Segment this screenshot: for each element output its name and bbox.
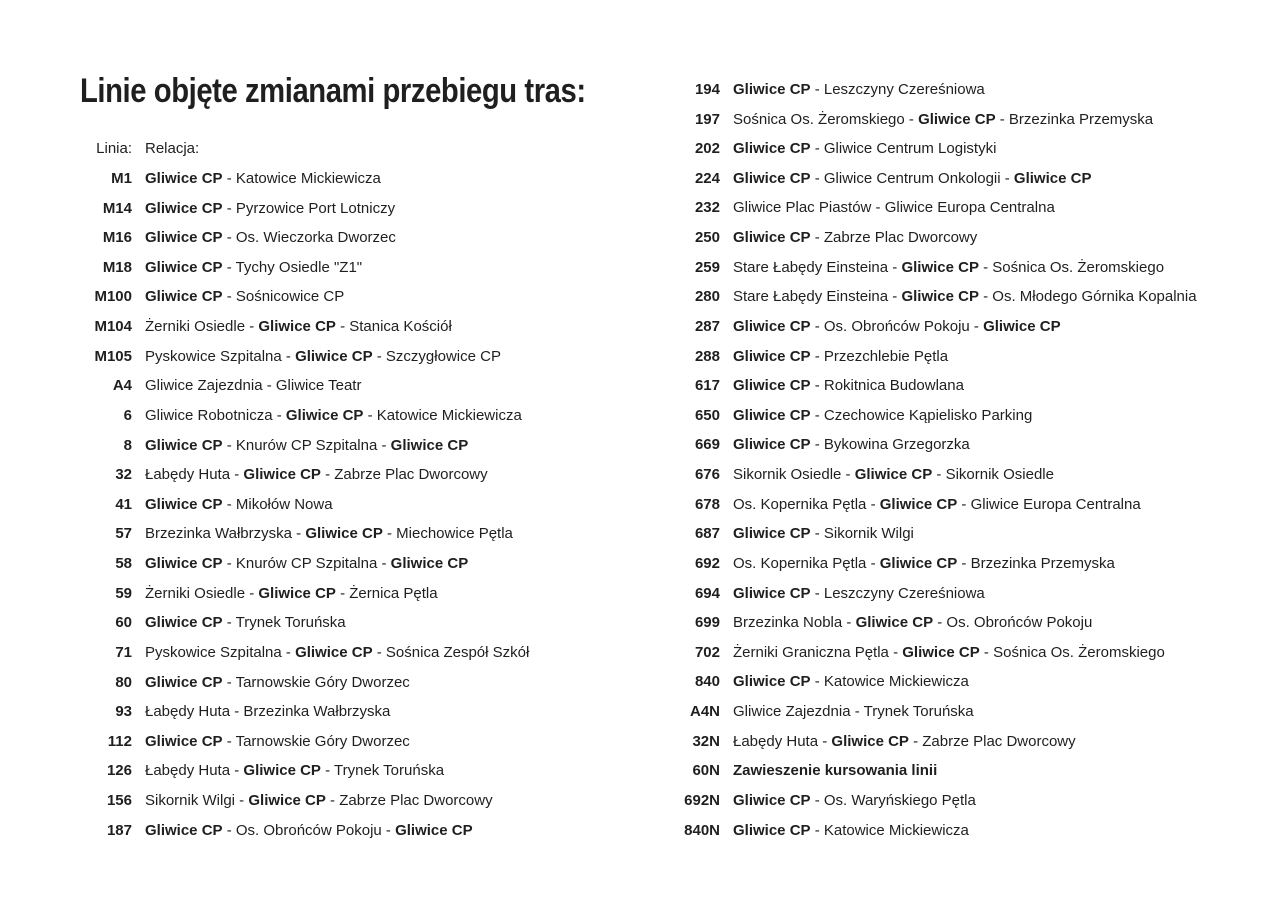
relation-stop-bold: Gliwice CP (733, 140, 811, 158)
relation-text: Gliwice Plac Piastów - Gliwice Europa Centralna (733, 199, 1055, 217)
line-number: M104 (94, 318, 132, 336)
relation-text: - Katowice Mickiewicza (810, 821, 969, 839)
page-title: Linie objęte zmianami przebiegu tras: (80, 72, 586, 110)
line-number: 6 (123, 406, 132, 424)
relation-text: - Brzezinka Przemyska (957, 554, 1115, 572)
relation-text: - Zabrze Plac Dworcowy (325, 792, 493, 810)
line-relation (145, 404, 522, 428)
line-number: M16 (102, 229, 132, 247)
relation-text: - Zabrze Plac Dworcowy (810, 229, 978, 247)
line-relation (733, 670, 969, 694)
relation-stop-bold: Gliwice CP (145, 436, 223, 454)
relation-text: Stare Łabędy Einsteina - (733, 258, 902, 276)
line-relation (145, 226, 396, 250)
relation-text: Żerniki Osiedle - (145, 584, 259, 602)
line-number: M14 (102, 199, 132, 217)
relation-text: - Bykowina Grzegorzka (810, 436, 970, 454)
relation-stop-bold: Gliwice CP (901, 288, 979, 306)
relation-text: - Tychy Osiedle "Z1" (222, 258, 363, 276)
line-relation (145, 552, 468, 576)
line-number: 60N (692, 762, 720, 780)
relation-stop-bold: Gliwice CP (983, 317, 1061, 335)
line-relation (733, 167, 1091, 191)
line-number: 156 (106, 792, 132, 810)
relation-text: - Przezchlebie Pętla (810, 347, 949, 365)
line-relation (733, 315, 1061, 339)
relation-text: - Katowice Mickiewicza (810, 673, 969, 691)
relation-stop-bold: Gliwice CP (145, 495, 223, 513)
line-relation (145, 611, 346, 635)
relation-stop-bold: Gliwice CP (902, 643, 980, 661)
relation-text: - Mikołów Nowa (222, 495, 333, 513)
relation-text: - Pyrzowice Port Lotniczy (222, 199, 396, 217)
relation-text: Żerniki Graniczna Pętla - (733, 643, 903, 661)
relation-stop-bold: Gliwice CP (295, 347, 373, 365)
relation-stop-bold: Gliwice CP (855, 614, 934, 632)
line-relation (733, 641, 1165, 665)
relation-stop-bold: Gliwice CP (733, 377, 811, 395)
line-number: 687 (694, 525, 720, 543)
relation-stop-bold: Gliwice CP (145, 229, 223, 247)
relation-stop-bold: Gliwice CP (1013, 169, 1092, 187)
relation-text: - Szczygłowice CP (372, 347, 501, 365)
relation-stop-bold: Gliwice CP (733, 169, 811, 187)
relation-stop-bold: Gliwice CP (395, 821, 473, 839)
relation-text: - Sikornik Osiedle (932, 466, 1054, 484)
line-relation (733, 345, 948, 369)
line-relation (733, 493, 1141, 517)
relation-text: - Os. Młodego Górnika Kopalnia (978, 288, 1197, 306)
relation-text: Gliwice Zajezdnia - Gliwice Teatr (145, 377, 362, 395)
relation-text: Gliwice Robotnicza - (145, 406, 286, 424)
line-number: A4N (689, 703, 720, 721)
line-relation (145, 256, 362, 280)
line-relation (733, 789, 976, 813)
relation-text: - Os. Obrońców Pokoju (933, 614, 1093, 632)
relation-text: Łabędy Huta - (733, 732, 832, 750)
relation-text: - Os. Obrońców Pokoju - (222, 821, 396, 839)
line-number: 678 (694, 495, 720, 513)
line-relation (145, 167, 381, 191)
line-number: 60 (115, 614, 132, 632)
relation-text: Łabędy Huta - (145, 466, 244, 484)
relation-stop-bold: Gliwice CP (733, 821, 811, 839)
line-number: 287 (694, 317, 720, 335)
relation-text: - Katowice Mickiewicza (363, 406, 522, 424)
line-relation (145, 641, 529, 665)
line-relation (733, 108, 1153, 132)
relation-text: Sikornik Wilgi - (145, 792, 249, 810)
line-number: A4 (112, 377, 132, 395)
line-relation (145, 671, 410, 695)
line-relation (145, 819, 473, 843)
relation-stop-bold: Gliwice CP (145, 170, 223, 187)
line-relation (145, 285, 344, 309)
line-number: 676 (694, 466, 720, 484)
relation-text: Sikornik Osiedle - (733, 466, 855, 484)
line-relation (733, 730, 1076, 754)
relation-stop-bold: Gliwice CP (145, 732, 223, 750)
line-number: 694 (694, 584, 720, 602)
line-relation (145, 700, 390, 724)
line-number: 71 (115, 643, 132, 661)
line-number: 288 (694, 347, 720, 365)
relation-text: - Trynek Toruńska (222, 614, 346, 632)
relation-text: - Stanica Kościół (335, 318, 452, 336)
line-relation (145, 434, 468, 458)
line-relation (145, 374, 361, 398)
relation-text: - Katowice Mickiewicza (222, 170, 381, 187)
line-relation (145, 582, 438, 606)
line-relation (145, 345, 501, 369)
line-relation (145, 493, 333, 517)
relation-text: Gliwice Zajezdnia - Trynek Toruńska (733, 703, 974, 721)
line-number: 197 (694, 110, 720, 128)
line-number: 840N (684, 821, 720, 839)
line-number: M105 (94, 347, 132, 365)
line-number: 93 (115, 703, 132, 721)
line-relation (733, 374, 964, 398)
relation-stop-bold: Gliwice CP (243, 762, 321, 780)
line-number: 280 (694, 288, 720, 306)
line-column-header: Linia: (96, 140, 132, 157)
relation-stop-bold: Gliwice CP (390, 436, 469, 454)
relation-text: - Os. Waryńskiego Pętla (810, 791, 976, 809)
relation-stop-bold: Gliwice CP (145, 555, 223, 573)
line-relation (733, 582, 985, 606)
relation-stop-bold: Gliwice CP (145, 821, 223, 839)
relation-text: - Zabrze Plac Dworcowy (908, 732, 1076, 750)
line-relation (733, 759, 937, 783)
relation-text: - Miechowice Pętla (382, 525, 513, 543)
relation-text: - Sośnica Os. Żeromskiego (979, 643, 1165, 661)
relation-text: Łabędy Huta - (145, 762, 244, 780)
relation-text: - Sośnica Zespół Szkół (372, 643, 530, 661)
relation-text: - Czechowice Kąpielisko Parking (810, 406, 1033, 424)
relation-text: - Brzezinka Przemyska (995, 110, 1154, 128)
line-relation (145, 315, 452, 339)
relation-stop-bold: Gliwice CP (879, 554, 958, 572)
line-relation (733, 611, 1092, 635)
relation-stop-bold: Gliwice CP (733, 406, 811, 424)
relation-text: Stare Łabędy Einsteina - (733, 288, 902, 306)
relation-text: - Knurów CP Szpitalna - (222, 555, 391, 573)
relation-stop-bold: Gliwice CP (733, 347, 811, 365)
relation-stop-bold: Gliwice CP (831, 732, 909, 750)
relation-text: - Tarnowskie Góry Dworzec (222, 673, 410, 691)
relation-text: Os. Kopernika Pętla - (733, 495, 880, 513)
relation-stop-bold: Gliwice CP (145, 288, 223, 306)
line-number: 59 (115, 584, 132, 602)
relation-text: - Leszczyny Czereśniowa (810, 81, 985, 98)
relation-text: - Żernica Pętla (335, 584, 438, 602)
line-number: 259 (694, 258, 720, 276)
line-relation (145, 522, 513, 546)
relation-stop-bold: Gliwice CP (145, 614, 223, 632)
line-relation (145, 789, 493, 813)
relation-stop-bold: Gliwice CP (733, 525, 811, 543)
relation-stop-bold: Gliwice CP (733, 673, 811, 691)
line-number: 32 (115, 466, 132, 484)
line-number: 194 (694, 81, 720, 98)
relation-stop-bold: Zawieszenie kursowania linii (733, 762, 938, 780)
relation-text: Sośnica Os. Żeromskiego - (733, 110, 919, 128)
relation-stop-bold: Gliwice CP (390, 555, 469, 573)
relation-text: - Gliwice Centrum Logistyki (810, 140, 997, 158)
relation-text: Brzezinka Nobla - (733, 614, 856, 632)
line-number: 699 (694, 614, 720, 632)
relation-stop-bold: Gliwice CP (285, 406, 364, 424)
line-number: 650 (694, 406, 720, 424)
line-relation (733, 522, 914, 546)
relation-stop-bold: Gliwice CP (305, 525, 383, 543)
line-number: 126 (106, 762, 132, 780)
line-number: 692N (684, 791, 720, 809)
relation-stop-bold: Gliwice CP (733, 229, 811, 247)
line-relation (733, 700, 974, 724)
line-relation (733, 137, 996, 161)
line-relation (733, 819, 969, 843)
line-relation (733, 404, 1032, 428)
relation-text: - Knurów CP Szpitalna - (222, 436, 391, 454)
relation-stop-bold: Gliwice CP (145, 673, 223, 691)
relation-stop-bold: Gliwice CP (901, 258, 979, 276)
line-relation (733, 433, 970, 457)
line-number: 32N (692, 732, 720, 750)
relation-text: Pyskowice Szpitalna - (145, 347, 296, 365)
line-number: 840 (694, 673, 720, 691)
relation-text: Pyskowice Szpitalna - (145, 643, 296, 661)
line-number: 702 (694, 643, 720, 661)
line-relation (733, 285, 1197, 309)
relation-text: - Os. Wieczorka Dworzec (222, 229, 396, 247)
line-number: M1 (111, 170, 132, 187)
relation-stop-bold: Gliwice CP (733, 317, 811, 335)
line-number: 224 (694, 169, 720, 187)
relation-text: Brzezinka Wałbrzyska - (145, 525, 306, 543)
relation-text: - Gliwice Europa Centralna (957, 495, 1141, 513)
line-relation (733, 463, 1054, 487)
line-number: 58 (115, 555, 132, 573)
line-number: 202 (694, 140, 720, 158)
relation-stop-bold: Gliwice CP (243, 466, 321, 484)
relation-stop-bold: Gliwice CP (145, 199, 223, 217)
line-number: 617 (694, 377, 720, 395)
relation-stop-bold: Gliwice CP (258, 584, 336, 602)
line-number: 187 (106, 821, 132, 839)
line-number: 8 (123, 436, 132, 454)
relation-text: - Zabrze Plac Dworcowy (320, 466, 488, 484)
line-number: 250 (694, 229, 720, 247)
relation-stop-bold: Gliwice CP (879, 495, 958, 513)
relation-text: - Sośnica Os. Żeromskiego (978, 258, 1165, 276)
line-number: 41 (115, 495, 132, 513)
line-relation (733, 226, 977, 250)
line-relation (733, 196, 1055, 220)
line-number: 80 (115, 673, 132, 691)
relation-text: - Os. Obrońców Pokoju - (810, 317, 984, 335)
line-number: 112 (107, 732, 132, 750)
line-relation (145, 463, 488, 487)
relation-stop-bold: Gliwice CP (145, 258, 223, 276)
relation-text: Os. Kopernika Pętla - (733, 554, 880, 572)
relation-stop-bold: Gliwice CP (733, 791, 811, 809)
relation-stop-bold: Gliwice CP (295, 643, 373, 661)
line-relation (733, 78, 985, 102)
relation-column-header: Relacja: (145, 140, 200, 157)
line-number: M18 (102, 258, 132, 276)
relation-stop-bold: Gliwice CP (854, 466, 933, 484)
line-number: 669 (694, 436, 720, 454)
relation-text: - Sośnicowice CP (222, 288, 345, 306)
line-number: 57 (115, 525, 132, 543)
relation-text: - Gliwice Centrum Onkologii - (810, 169, 1014, 187)
relation-text: Łabędy Huta - Brzezinka Wałbrzyska (145, 703, 391, 721)
line-number: 692 (694, 554, 720, 572)
line-relation (145, 730, 410, 754)
relation-text: - Rokitnica Budowlana (810, 377, 964, 395)
relation-stop-bold: Gliwice CP (733, 436, 811, 454)
line-relation (145, 759, 444, 783)
line-relation (145, 197, 395, 221)
relation-stop-bold: Gliwice CP (733, 81, 811, 98)
relation-stop-bold: Gliwice CP (248, 792, 326, 810)
relation-text: Żerniki Osiedle - (145, 318, 259, 336)
relation-text: - Sikornik Wilgi (810, 525, 914, 543)
line-number: 232 (694, 199, 720, 217)
line-relation (733, 256, 1164, 280)
line-relation (733, 552, 1115, 576)
relation-stop-bold: Gliwice CP (918, 110, 996, 128)
relation-text: - Tarnowskie Góry Dworzec (222, 732, 410, 750)
relation-text: - Trynek Toruńska (320, 762, 445, 780)
relation-stop-bold: Gliwice CP (258, 318, 336, 336)
relation-text: - Leszczyny Czereśniowa (810, 584, 985, 602)
line-number: M100 (94, 288, 132, 306)
relation-stop-bold: Gliwice CP (733, 584, 811, 602)
